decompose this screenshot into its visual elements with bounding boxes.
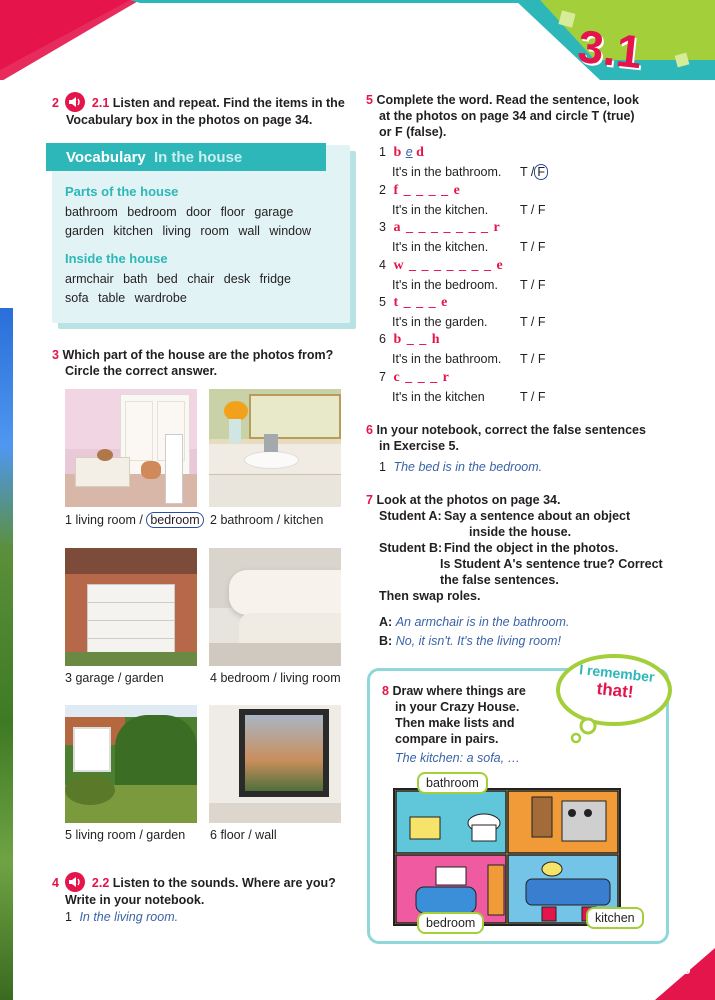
ex5-item-4-word <box>379 258 504 274</box>
ex4-line1: Listen to the sounds. Where are you? <box>112 876 336 890</box>
ex7-swap: Then swap roles. <box>379 589 481 603</box>
item-number: 3 <box>379 220 386 234</box>
ex5-line3: or F (false). <box>379 125 447 139</box>
tf-true: T / <box>520 165 535 179</box>
photo-wall <box>209 705 341 823</box>
caption-number: 3 <box>65 671 72 685</box>
caption-circled-answer: bedroom <box>146 512 203 528</box>
item-number: 7 <box>379 370 386 384</box>
ex2-line1: Listen and repeat. Find the items in the <box>112 96 345 110</box>
ex5-item-7-word <box>379 370 450 386</box>
ex6-instruction <box>366 422 646 454</box>
caption-number: 2 <box>210 513 217 527</box>
ex7-line1: Look at the photos on page 34. <box>376 493 561 507</box>
ex7-student-b-2: Is Student A's sentence true? Correct <box>440 557 663 571</box>
audio-speaker-icon[interactable] <box>65 872 85 892</box>
ex4-example-number: 1 <box>65 910 72 924</box>
word-blanks: c _ _ _ r <box>393 370 450 385</box>
caption-text: living room / garden <box>75 828 186 842</box>
ex5-line2: at the photos on page 34 and circle T (true) <box>379 109 635 123</box>
ex3-caption-3 <box>65 671 164 685</box>
ex7-student-a-1: Say a sentence about an object <box>444 509 631 523</box>
ex5-item-3-word <box>379 220 501 236</box>
vocab-section2-line2: sofa table wardrobe <box>65 291 187 305</box>
ex6-example <box>379 460 542 474</box>
ex2-line2: Vocabulary box in the photos on page 34. <box>66 113 313 127</box>
caption-text: bathroom / kitchen <box>220 513 324 527</box>
ex7-dialog-a <box>379 615 569 629</box>
tf-circled-answer: F <box>534 164 548 180</box>
caption-number: 5 <box>65 828 72 842</box>
ex6-line2: in Exercise 5. <box>379 439 459 453</box>
remember-line2: that! <box>595 679 635 702</box>
caption-text: bedroom / living room <box>220 671 341 685</box>
vocabulary-title <box>66 149 242 166</box>
unit-badge: 3.1 <box>575 19 645 79</box>
label-kitchen: kitchen <box>586 907 644 929</box>
caption-option-a: living room / <box>75 513 143 527</box>
page-number: 35 <box>676 962 691 977</box>
ex7-instruction <box>366 492 560 508</box>
ex5-item-6-tf: T / F <box>520 352 546 366</box>
left-edge-photo <box>0 308 13 1000</box>
item-number: 2 <box>379 183 386 197</box>
ex8-instruction <box>382 683 526 747</box>
ex4-number: 4 <box>52 876 59 890</box>
item-number: 5 <box>379 295 386 309</box>
vocab-section1-line1: bathroom bedroom door floor garage <box>65 205 294 219</box>
ex6-line1: In your notebook, correct the false sentences <box>376 423 646 437</box>
ex3-caption-6 <box>210 828 277 842</box>
ex5-item-7-tf: T / F <box>520 390 546 404</box>
ex6-example-answer: The bed is in the bedroom. <box>393 460 543 474</box>
ex7-dialog-b <box>379 634 561 648</box>
dialog-label: B: <box>379 634 393 648</box>
vocabulary-title-sub: In the house <box>153 149 243 166</box>
ex7-number: 7 <box>366 493 373 507</box>
ex5-number: 5 <box>366 93 373 107</box>
photo-garden <box>65 705 197 823</box>
photo-garage <box>65 548 197 666</box>
ex8-line3: Then make lists and <box>395 716 515 730</box>
ex7-student-b-label: Student B: <box>379 541 443 555</box>
ex2-instruction <box>52 92 345 128</box>
caption-text: garage / garden <box>75 671 164 685</box>
ex3-number: 3 <box>52 348 59 362</box>
ex4-example-answer: In the living room. <box>79 910 179 924</box>
item-number: 1 <box>379 145 386 159</box>
ex8-line1: Draw where things are <box>392 684 526 698</box>
photo-bathroom <box>209 389 341 507</box>
ex5-item-7-sentence: It's in the kitchen <box>392 390 485 404</box>
word-blanks: w _ _ _ _ _ _ _ e <box>393 258 504 273</box>
ex3-caption-2 <box>210 513 323 527</box>
ex6-example-number: 1 <box>379 460 386 474</box>
audio-speaker-icon[interactable] <box>65 92 85 112</box>
ex3-caption-5 <box>65 828 185 842</box>
item-number: 6 <box>379 332 386 346</box>
ex4-example <box>65 910 178 924</box>
ex5-line1: Complete the word. Read the sentence, look <box>376 93 639 107</box>
dialog-label: A: <box>379 615 393 629</box>
vocab-section1-title: Parts of the house <box>65 184 179 199</box>
ex5-item-2-word <box>379 183 461 199</box>
ex5-item-3-sentence: It's in the kitchen. <box>392 240 489 254</box>
ex5-item-3-tf: T / F <box>520 240 546 254</box>
ex4-track: 2.2 <box>91 876 110 890</box>
vocab-section2-line1: armchair bath bed chair desk fridge <box>65 272 291 286</box>
word-blanks: b _ _ h <box>393 332 441 347</box>
ex7-student-a-label: Student A: <box>379 509 442 523</box>
vocab-section1-line2: garden kitchen living room wall window <box>65 224 312 238</box>
ex5-item-2-sentence: It's in the kitchen. <box>392 203 489 217</box>
ex5-item-1-word <box>379 145 425 161</box>
word-blanks: f _ _ _ _ e <box>393 183 461 198</box>
ex3-line1: Which part of the house are the photos from? <box>62 348 334 362</box>
ex3-instruction <box>52 347 333 379</box>
ex3-line2: Circle the correct answer. <box>65 364 218 378</box>
ex5-item-2-tf: T / F <box>520 203 546 217</box>
item-number: 4 <box>379 258 386 272</box>
ex7-student-b-1: Find the object in the photos. <box>444 541 619 555</box>
ex5-item-1-tf <box>520 165 548 179</box>
ex5-item-1-sentence: It's in the bathroom. <box>392 165 502 179</box>
ex5-instruction <box>366 92 639 140</box>
ex3-caption-4 <box>210 671 341 685</box>
ex5-item-6-word <box>379 332 441 348</box>
ex5-item-4-sentence: It's in the bedroom. <box>392 278 498 292</box>
crazy-house-drawing <box>392 787 622 927</box>
ex8-number: 8 <box>382 684 389 698</box>
ex5-item-5-word <box>379 295 448 311</box>
ex5-item-5-sentence: It's in the garden. <box>392 315 488 329</box>
vocab-section2-title: Inside the house <box>65 251 168 266</box>
ex2-track: 2.1 <box>91 96 110 110</box>
label-bedroom: bedroom <box>417 912 484 934</box>
vocabulary-title-main: Vocabulary <box>66 149 146 166</box>
ex8-example: The kitchen: a sofa, … <box>395 751 521 765</box>
word-end: d <box>416 145 425 160</box>
caption-number: 1 <box>65 513 72 527</box>
ex8-line4: compare in pairs. <box>395 732 499 746</box>
word-filled-letter: e <box>405 145 413 159</box>
caption-number: 4 <box>210 671 217 685</box>
ex5-item-4-tf: T / F <box>520 278 546 292</box>
photo-bedroom <box>65 389 197 507</box>
ex2-number: 2 <box>52 96 59 110</box>
word-blanks: a _ _ _ _ _ _ _ r <box>393 220 501 235</box>
remember-line1: I remember <box>578 661 656 685</box>
ex5-item-6-sentence: It's in the bathroom. <box>392 352 502 366</box>
ex3-caption-1 <box>65 513 204 527</box>
ex5-item-5-tf: T / F <box>520 315 546 329</box>
ex6-number: 6 <box>366 423 373 437</box>
label-bathroom: bathroom <box>417 772 488 794</box>
ex7-student-b-3: the false sentences. <box>440 573 559 587</box>
ex7-student-a-2: inside the house. <box>469 525 572 539</box>
word-blanks: t _ _ _ e <box>393 295 449 310</box>
caption-number: 6 <box>210 828 217 842</box>
caption-text: floor / wall <box>220 828 277 842</box>
ex4-instruction <box>52 872 336 908</box>
ex4-line2: Write in your notebook. <box>65 893 205 907</box>
dialog-text: No, it isn't. It's the living room! <box>395 634 561 648</box>
word-start: b <box>393 145 403 160</box>
ex8-line2: in your Crazy House. <box>395 700 520 714</box>
dialog-text: An armchair is in the bathroom. <box>395 615 570 629</box>
photo-sofa <box>209 548 341 666</box>
